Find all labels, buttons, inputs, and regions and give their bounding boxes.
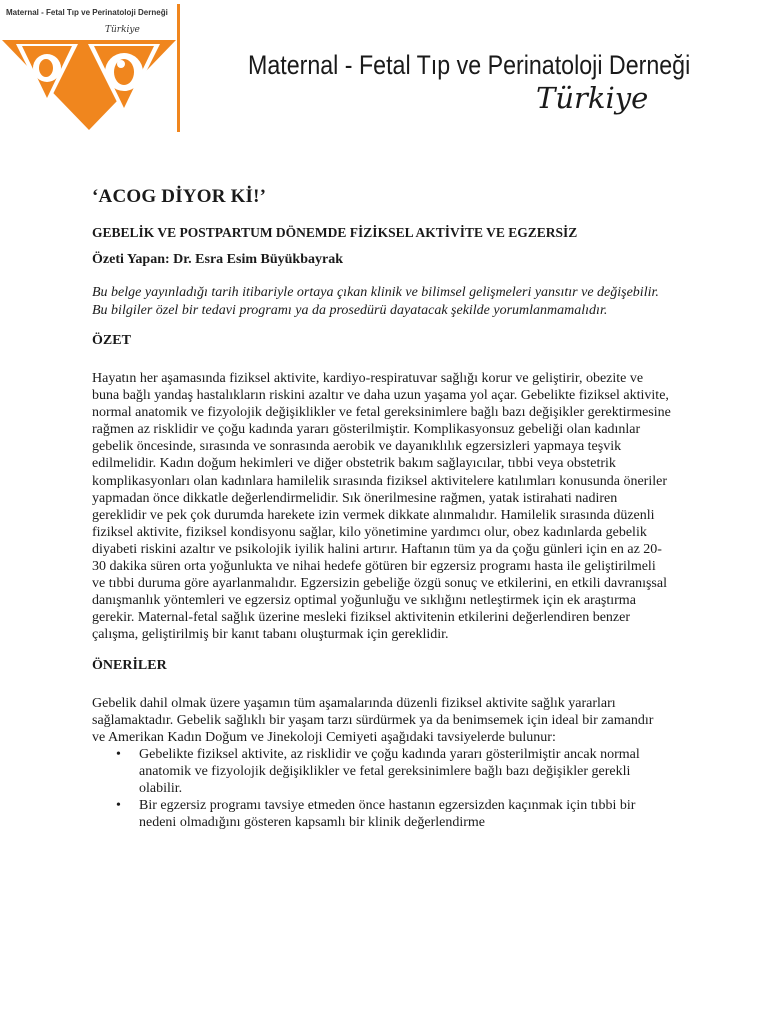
list-item — [92, 746, 672, 797]
bullet-icon: • — [116, 746, 121, 762]
recommendations-list — [92, 746, 672, 831]
document-title: ‘ACOG DİYOR Kİ!’ — [92, 186, 267, 207]
summary-heading: ÖZET — [92, 333, 131, 348]
organization-title: Maternal - Fetal Tıp ve Perinatoloji Derneği — [248, 50, 691, 80]
header-divider — [177, 4, 180, 132]
document-body — [92, 186, 672, 831]
list-item-text: Bir egzersiz programı tavsiye etmeden önce hastanın egzersizden kaçınmak için tıbbi bir nedeni olmadığını gösteren kapsamlı bir klinik değerlendirme — [139, 798, 636, 831]
recommendations-intro: Gebelik dahil olmak üzere yaşamın tüm aşamalarında düzenli fiziksel aktivite sağlık yararları sağlamaktadır. Gebelik sağlıklı bir yaşam tarzı sürdürmek ya da benimsemek için ideal bir zamandır — [92, 695, 654, 728]
organization-subtitle: Türkiye — [536, 81, 649, 115]
logo-text: Maternal - Fetal Tıp ve Perinatoloji Derneği — [6, 8, 168, 17]
summary-paragraph: Hayatın her aşamasında fiziksel aktivite, kardiyo-respiratuvar sağlığı korur ve geliştirir, obezite ve buna bağlı yandaş hastalıkların riskini azaltır ve daha uzun yaşama yol açar. Gebelikte fiziksel aktivite, normal anatomik ve fizyolojik değişiklikler ve fetal gereksinimlere bağlı bazı değişikler gerektirmesine rağmen az risklidir ve çoğu kadında yararı gösterilmiştir. Komplikasyonsuz gebeliği olan kadınlar gebelik öncesinde, sırasında ve sonrasında aerobik ve dayanıklılık egzersizleri yapmaya teşvik edilmelidir. Kadın doğum hekimleri ve diğer obstetrik bakım sağlayıcılar, tıbbi veya obstetrik komplikasyonları olan kadınlara hamilelik sırasında fiziksel aktivitelere katılımları konusunda öneriler yapmadan önce dikkatle değerlendirmelidir. Sık önerilmesine rağmen, yatak istirahati nadiren gereklidir ve pek çok durumda harekete izin vermek dikkate alınmalıdır. Hamilelik sırasında düzenli fiziksel aktivite, fiziksel kondisyonu sağlar, kilo yönetimine yardımcı olur, obez kadınlarda gebelik diyabeti riskini azaltır ve psikolojik iyilik halini artırır. Haftanın tüm ya da çoğu günleri için en az 20-30 dakika süren orta yoğunlukta ve nihai hedefe götüren bir egzersiz programı hasta ile geliştirilmeli ve tıbbi duruma göre ayarlanmalıdır. Egzersizin gebeliğe özgü sonuç ve etkilerini, en etkili davranışsal danışmanlık yöntemleri ve egzersiz optimal yoğunluğu ve sıklığını netleştirmek için ek araştırma gerekir. Maternal-fetal sağlık üzerine mesleki fiziksel aktivitenin etkilerini değerlendiren benzer çalışma, geliştirilmiş bir kanıt tabanı oluşturmak için gereklidir. — [92, 371, 671, 643]
bullet-icon: • — [116, 798, 121, 814]
association-logo — [0, 0, 178, 135]
list-item — [92, 797, 672, 831]
disclaimer-text: Bu belge yayınladığı tarih itibariyle ortaya çıkan klinik ve bilimsel gelişmeleri yansıtır ve değişebilir. Bu bilgiler özel bir tedavi programı ya da prosedürü dayatacak şekilde yorumlanmamalıdır. — [92, 285, 659, 318]
document-subtitle: GEBELİK VE POSTPARTUM DÖNEMDE FİZİKSEL AKTİVİTE VE EGZERSİZ — [92, 225, 578, 240]
logo-subtext: Türkiye — [105, 25, 140, 35]
list-item-text: Gebelikte fiziksel aktivite, az risklidir ve çoğu kadında yararı gösterilmiştir ancak normal anatomik ve fizyolojik değişiklikler ve fetal gereksinimlere bağlı bazı değişikler gerekli olabilir. — [139, 746, 640, 796]
author-line: Özeti Yapan: Dr. Esra Esim Büyükbayrak — [92, 252, 344, 267]
recommendations-heading: ÖNERİLER — [92, 657, 167, 673]
recommendations-intro-continued: ve Amerikan Kadın Doğum ve Jinekoloji Cemiyeti aşağıdaki tavsiyelerde bulunur: — [92, 729, 556, 745]
